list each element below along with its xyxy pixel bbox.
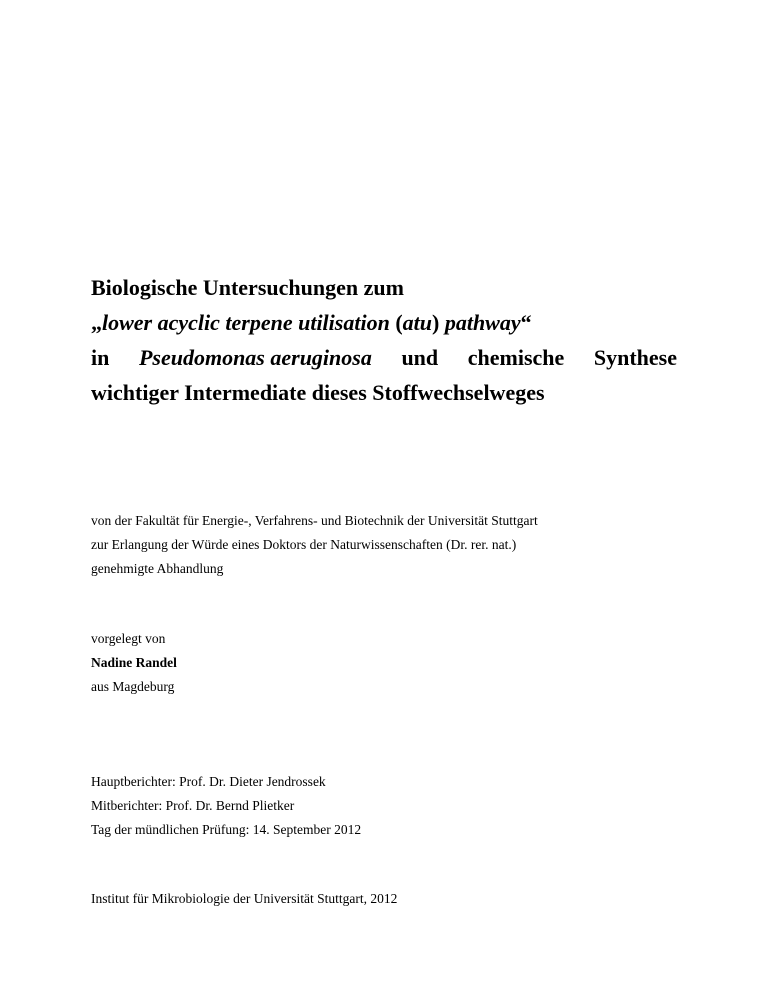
- author-intro: vorgelegt von: [91, 631, 166, 646]
- exam-date: Tag der mündlichen Prüfung: 14. September 2012: [91, 822, 362, 837]
- title-line-1: Biologische Untersuchungen zum: [91, 275, 404, 300]
- title-pathway-word: pathway: [444, 310, 521, 335]
- title-organism: Pseudomonas aeruginosa: [138, 345, 372, 370]
- title-line-3: [91, 340, 677, 375]
- examiners-section: [91, 770, 361, 842]
- author-origin: aus Magdeburg: [91, 679, 175, 694]
- faculty-statement: [91, 509, 538, 581]
- institute-line: Institut für Mikrobiologie der Universität Stuttgart, 2012: [91, 891, 398, 906]
- faculty-line-2: zur Erlangung der Würde eines Doktors der Naturwissenschaften (Dr. rer. nat.): [91, 537, 517, 552]
- title-word-synthese: Synthese: [593, 345, 677, 370]
- title-pathway-name: lower acyclic terpene utilisation: [102, 310, 390, 335]
- author-section: [91, 627, 177, 699]
- co-examiner: Mitberichter: Prof. Dr. Bernd Plietker: [91, 798, 295, 813]
- title-atu-abbrev: atu: [402, 310, 432, 335]
- title-close-quote: “: [520, 310, 532, 335]
- title-line-2: [91, 305, 691, 340]
- faculty-line-3: genehmigte Abhandlung: [91, 561, 224, 576]
- title-paren-open: (: [389, 310, 403, 335]
- title-word-in: in: [91, 345, 110, 370]
- title-paren-close: ): [432, 310, 445, 335]
- author-name: Nadine Randel: [91, 655, 177, 670]
- title-word-und: und: [401, 345, 439, 370]
- faculty-line-1: von der Fakultät für Energie-, Verfahrens- und Biotechnik der Universität Stuttgart: [91, 513, 538, 528]
- thesis-title: [91, 270, 691, 410]
- main-examiner: Hauptberichter: Prof. Dr. Dieter Jendrossek: [91, 774, 326, 789]
- title-open-quote: „: [91, 310, 102, 335]
- title-word-chemische: chemische: [467, 345, 565, 370]
- title-line-4: wichtiger Intermediate dieses Stoffwechselweges: [91, 380, 545, 405]
